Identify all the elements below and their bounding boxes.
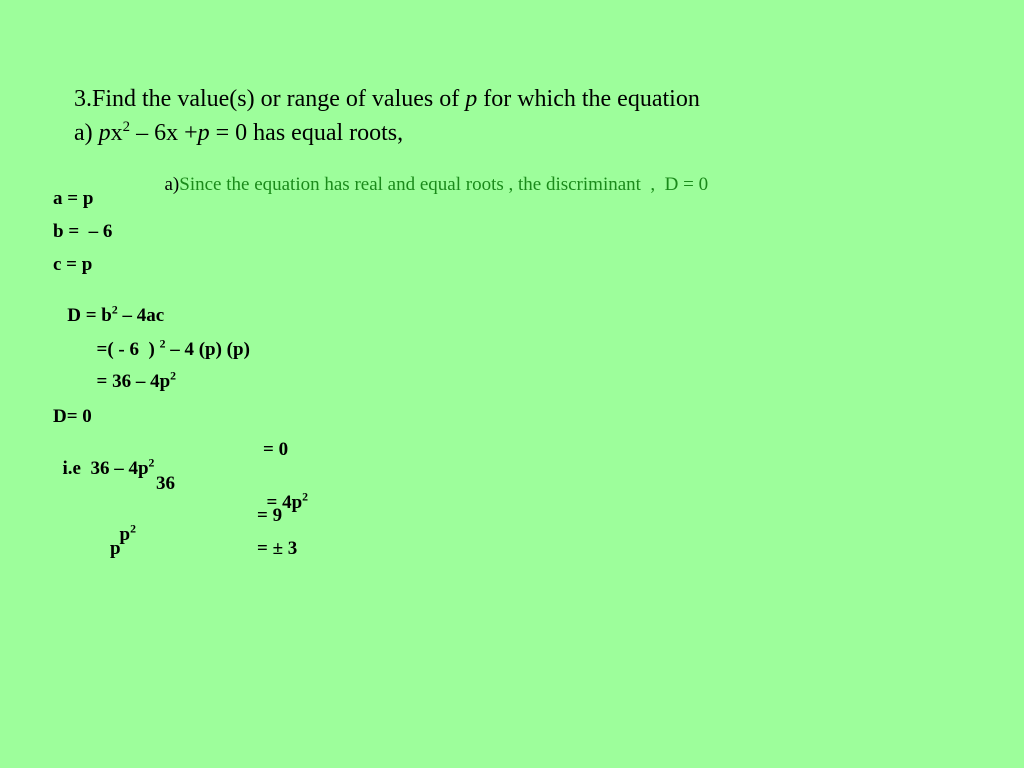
- step3-left: p: [110, 538, 121, 559]
- exponent: 2: [122, 119, 131, 135]
- note-text: Since the equation has real and equal roots , the discriminant , D = 0: [179, 174, 709, 195]
- question-text: 3.Find the value(s) or range of values of: [74, 86, 466, 112]
- equation-end: = 0 has equal roots,: [209, 120, 404, 146]
- variable-p: p: [465, 86, 478, 112]
- exponent: 2: [302, 490, 309, 504]
- question-line-2: [62, 97, 403, 145]
- coef-b: b = – 6: [53, 221, 113, 242]
- ie-line-left: [53, 440, 154, 478]
- formula-text: i.e 36 – 4p: [62, 458, 149, 479]
- formula-text: – 4ac: [117, 305, 165, 326]
- ie-line-right: = 0: [263, 439, 289, 460]
- exponent: 2: [148, 456, 155, 470]
- formula-text: D = b: [62, 305, 112, 326]
- variable-p: p: [98, 120, 111, 146]
- formula-text: = 36 – 4p: [96, 371, 171, 392]
- formula-text: =( - 6 ): [96, 339, 160, 360]
- formula-text: – 4 (p) (p): [165, 339, 250, 360]
- variable-x: x: [110, 120, 123, 146]
- variable-p: p: [197, 120, 210, 146]
- part-label: a): [74, 120, 99, 146]
- result-line: [87, 353, 176, 391]
- formula-text: = 4p: [266, 492, 303, 513]
- note-line: [155, 156, 708, 194]
- note-prefix: a): [164, 174, 180, 195]
- step3-right: = ± 3: [257, 538, 298, 559]
- equation-middle: – 6x +: [130, 120, 198, 146]
- question-text: for which the equation: [477, 86, 700, 112]
- exponent: 2: [170, 369, 177, 383]
- coef-a: a = p: [53, 188, 94, 209]
- discriminant-formula: [53, 287, 164, 325]
- exponent: 2: [111, 303, 118, 317]
- step2-right: = 9: [257, 505, 283, 526]
- d-equals-zero: D= 0: [53, 406, 92, 427]
- coef-c: c = p: [53, 254, 93, 275]
- formula-text: p: [119, 524, 131, 545]
- exponent: 2: [159, 337, 166, 351]
- exponent: 2: [130, 522, 136, 536]
- step1-left: 36: [156, 473, 175, 494]
